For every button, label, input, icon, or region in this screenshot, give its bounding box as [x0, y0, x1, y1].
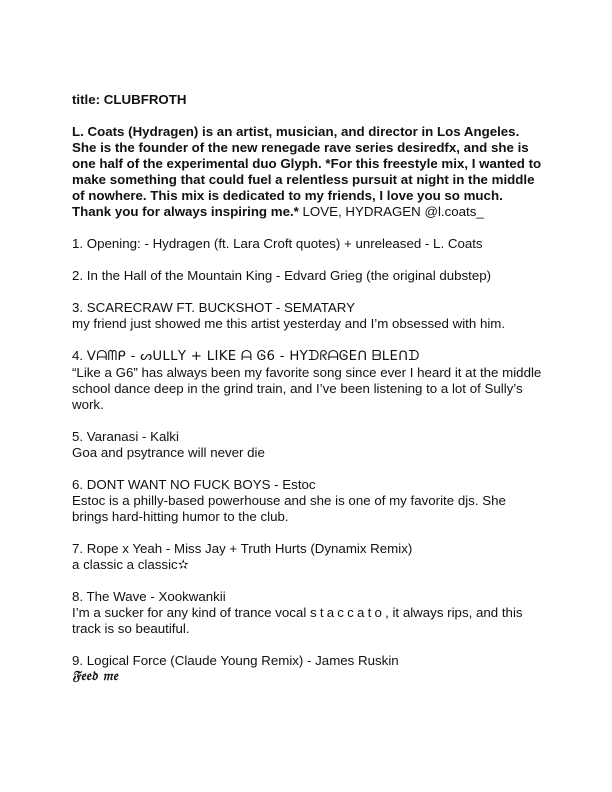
track-note-blackletter: 𝔉𝔢𝔢𝔡 𝔪𝔢	[72, 669, 119, 684]
track-title-stylized: ᐯᗩᗰᑭ - ᔕᑌᒪᒪY + ᒪIKE ᗩ Ꮆ6 - ᕼYᗪᖇᗩᎶEᑎ ᗷᒪEᑎᗪ	[86, 349, 420, 364]
track-title: 6. DONT WANT NO FUCK BOYS - Estoc	[72, 477, 316, 492]
track-2	[72, 268, 542, 284]
intro-text: L. Coats (Hydragen) is an artist, musician, and director in Los Angeles. She is the founder of the new renegade rave series desiredfx, and she is one half of the experimental duo Glyph. *For this freestyle mix, I wanted to make something that could fuel a relentless pursuit at night in the middle of nowhere. This mix is dedicated to my friends, I love you so much. Thank you for always inspiring me.*	[72, 124, 542, 219]
track-note: Goa and psytrance will never die	[72, 445, 265, 460]
track-title: 5. Varanasi - Kalki	[72, 429, 179, 444]
track-note-part: I’m a sucker for any kind of trance vocal	[72, 605, 310, 620]
track-5	[72, 429, 542, 461]
track-note: “Like a G6” has always been my favorite song since ever I heard it at the middle school dance deep in the grind train, and I’ve been listening to a lot of Sully’s work.	[72, 365, 542, 412]
track-title: 3. SCARECRAW FT. BUCKSHOT - SEMATARY	[72, 300, 355, 315]
artist-intro	[72, 124, 542, 220]
track-3	[72, 300, 542, 332]
document-page	[72, 92, 542, 701]
track-title: 1. Opening: - Hydragen (ft. Lara Croft quotes) + unreleased - L. Coats	[72, 236, 483, 251]
track-8	[72, 589, 542, 637]
track-9	[72, 653, 542, 685]
track-note: a classic a classic✫	[72, 557, 189, 572]
track-7	[72, 541, 542, 573]
document-title: title: CLUBFROTH	[72, 92, 187, 107]
track-note: my friend just showed me this artist yesterday and I’m obsessed with him.	[72, 316, 506, 331]
track-note: Estoc is a philly-based powerhouse and she is one of my favorite djs. She brings hard-hitting humor to the club.	[72, 493, 506, 524]
track-note-part: , it always rips, and this track is so beautiful.	[72, 605, 523, 636]
track-title: 7. Rope x Yeah - Miss Jay + Truth Hurts (Dynamix Remix)	[72, 541, 413, 556]
track-title	[72, 348, 542, 365]
track-note	[72, 605, 542, 637]
track-title: 8. The Wave - Xookwankii	[72, 589, 226, 604]
track-title: 2. In the Hall of the Mountain King - Edvard Grieg (the original dubstep)	[72, 268, 492, 283]
track-number: 4.	[72, 348, 87, 363]
track-1	[72, 236, 542, 252]
track-title: 9. Logical Force (Claude Young Remix) - James Ruskin	[72, 653, 399, 668]
track-6	[72, 477, 542, 525]
intro-signature: LOVE, HYDRAGEN @l.coats_	[298, 204, 484, 219]
track-4	[72, 348, 542, 413]
track-note-spaced-word: staccato	[309, 605, 386, 620]
